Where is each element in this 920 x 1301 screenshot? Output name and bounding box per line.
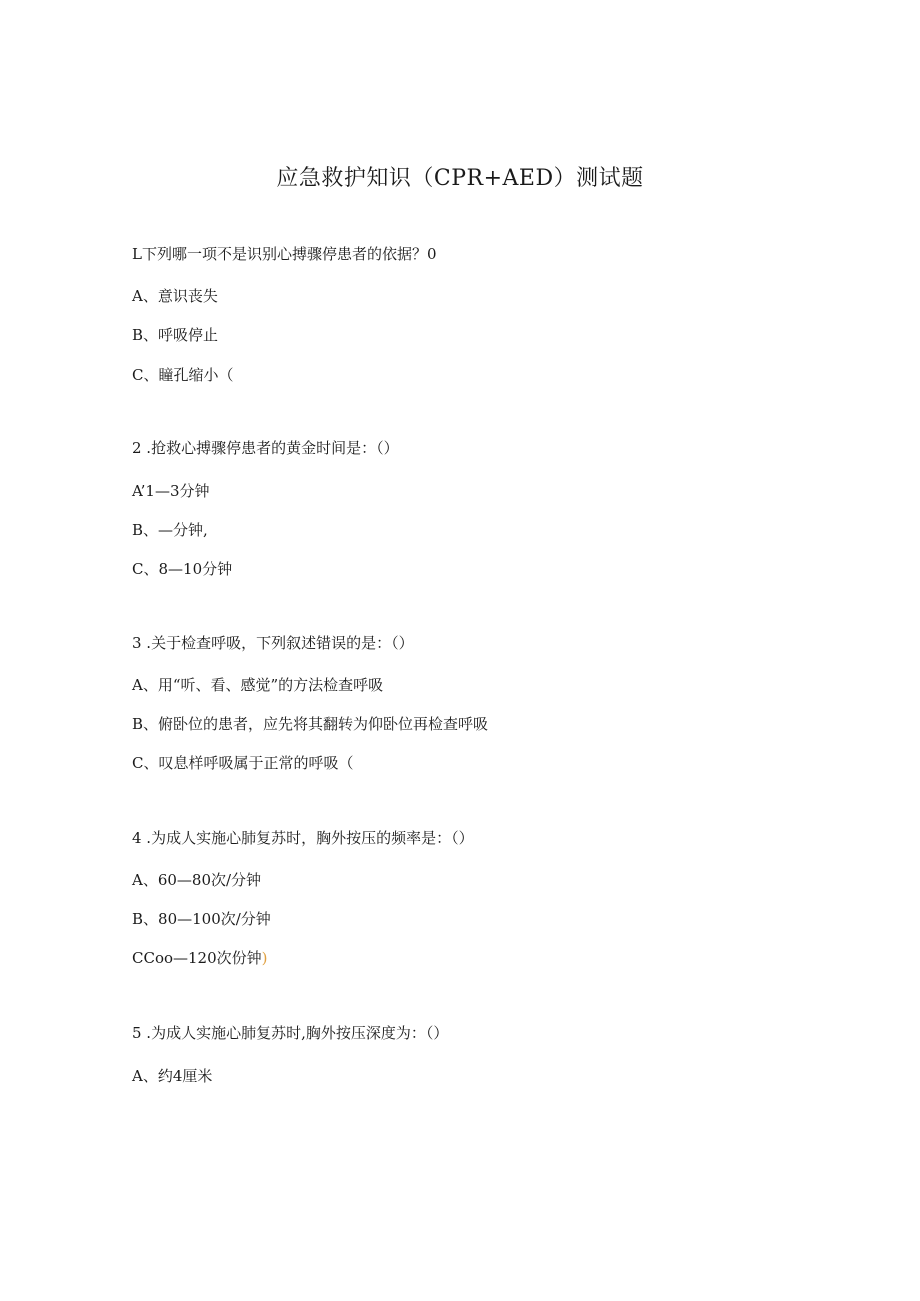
question-4-option-a: A、60—80次/分钟 bbox=[132, 871, 262, 889]
question-3-option-a: A、用“听、看、感觉”的方法检查呼吸 bbox=[132, 676, 384, 694]
question-1-option-b: B、呼吸停止 bbox=[132, 326, 219, 344]
question-3-option-b: B、俯卧位的患者，应先将其翻转为仰卧位再检查呼吸 bbox=[132, 715, 489, 733]
question-2-option-c: C、8—10分钟 bbox=[132, 560, 233, 578]
question-2-stem: 2 .抢救心搏骤停患者的黄金时间是：（） bbox=[132, 439, 399, 457]
question-2-option-b: B、—分钟, bbox=[132, 521, 208, 539]
question-3-stem: 3 .关于检查呼吸，下列叙述错误的是：（） bbox=[132, 634, 414, 652]
document-title: 应急救护知识（CPR+AED）测试题 bbox=[276, 166, 644, 191]
question-4-stem: 4 .为成人实施心肺复苏时，胸外按压的频率是：（） bbox=[132, 829, 474, 847]
question-4-option-b: B、80—100次/分钟 bbox=[132, 910, 271, 928]
question-1-option-c: C、瞳孔缩小（ bbox=[132, 366, 234, 384]
question-5-option-a: A、约4厘米 bbox=[132, 1067, 213, 1085]
question-2-option-a: A’1—3分钟 bbox=[132, 482, 210, 500]
question-1-stem: L下列哪一项不是识别心搏骤停患者的依据？0 bbox=[132, 245, 437, 263]
question-4-option-c bbox=[132, 947, 268, 969]
question-4-option-c-mark: ) bbox=[261, 949, 268, 967]
question-4-option-c-text: CCoo—120次份钟 bbox=[132, 949, 262, 967]
question-3-option-c: C、叹息样呼吸属于正常的呼吸（ bbox=[132, 754, 354, 772]
question-5-stem: 5 .为成人实施心肺复苏时,胸外按压深度为：（） bbox=[132, 1024, 449, 1042]
question-1-option-a: A、意识丧失 bbox=[132, 287, 218, 305]
